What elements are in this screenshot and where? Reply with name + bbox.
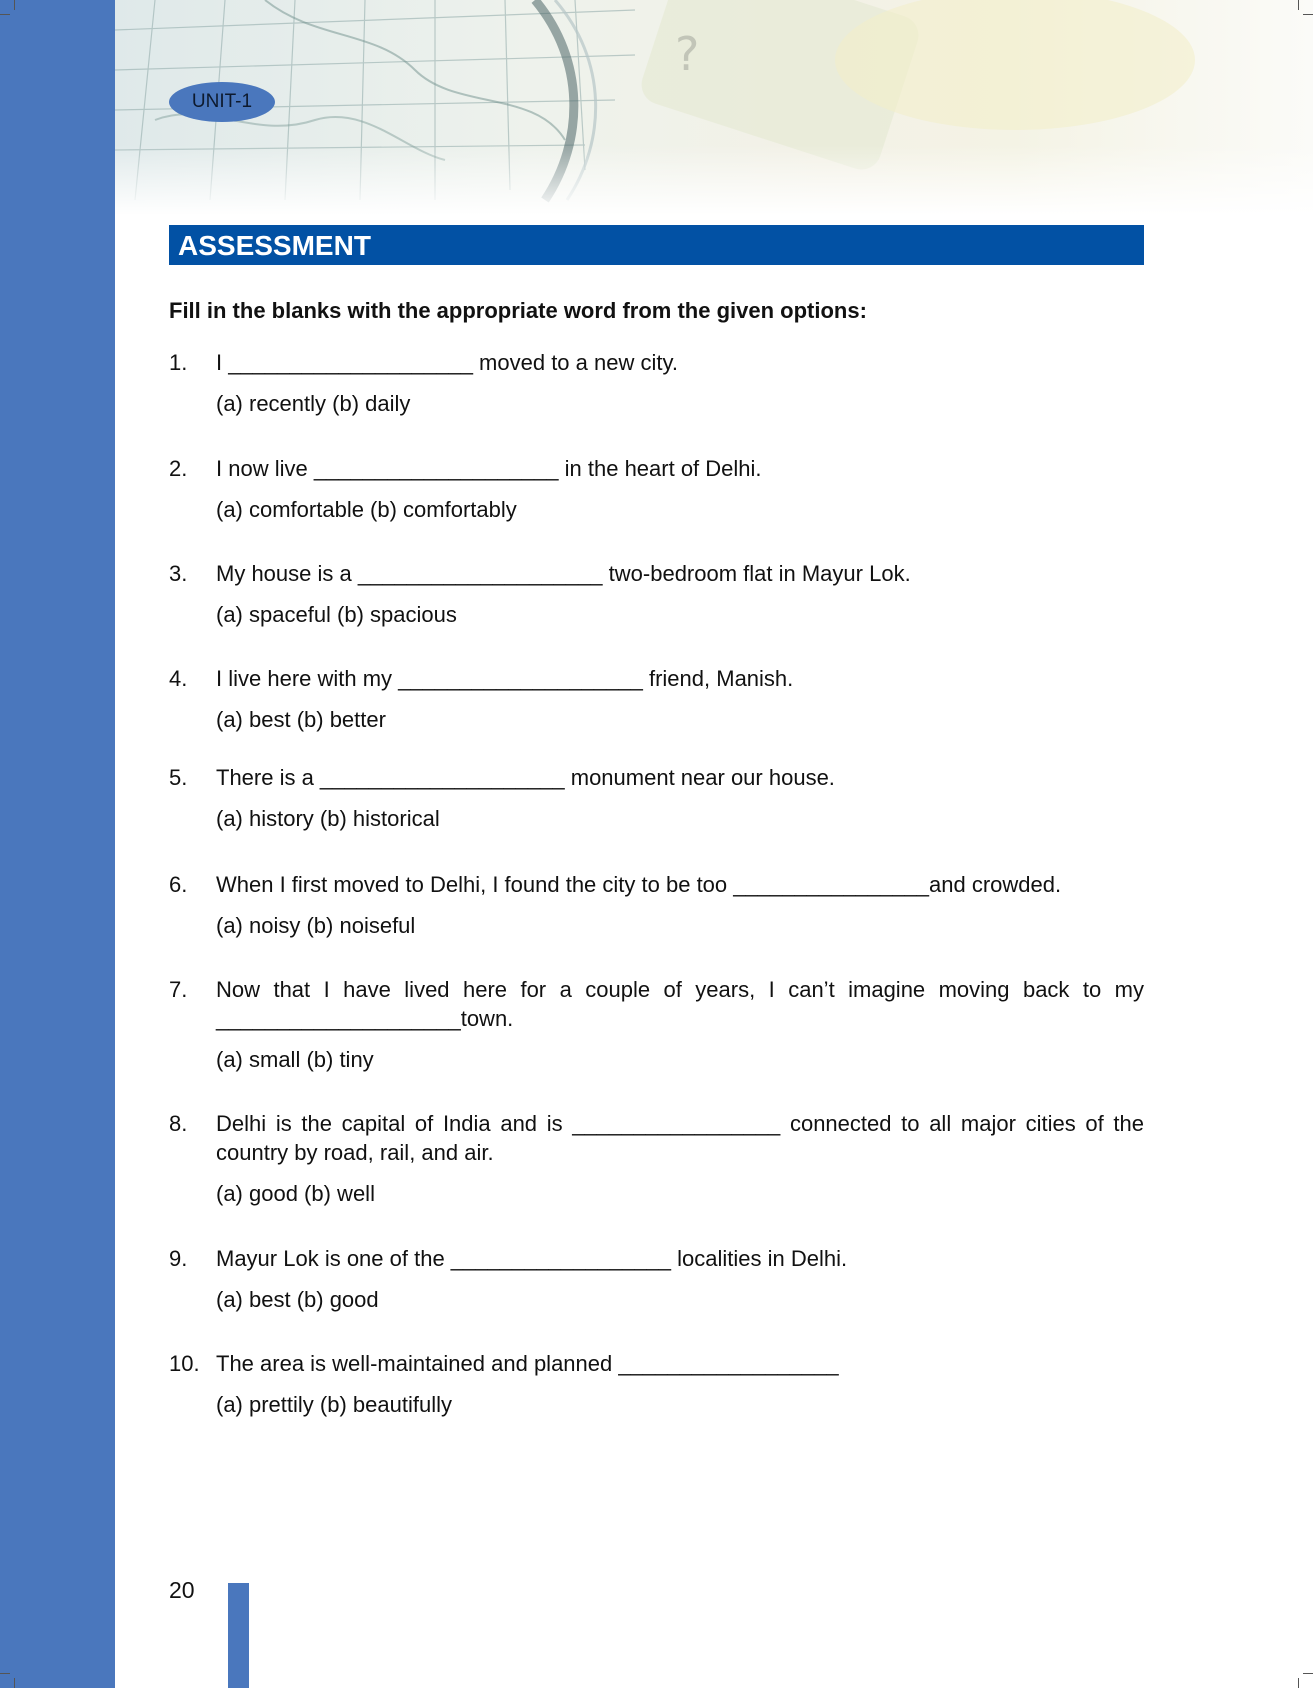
crop-mark — [1303, 14, 1313, 15]
question-3 — [169, 559, 1144, 629]
question-text: There is a ____________________ monument near our house. — [216, 765, 835, 790]
question-text: I ____________________ moved to a new city. — [216, 350, 678, 375]
question-options: (a) comfortable (b) comfortably — [216, 497, 517, 522]
question-7 — [169, 975, 1144, 1074]
crop-mark — [1298, 0, 1299, 10]
question-options: (a) small (b) tiny — [216, 1047, 374, 1072]
crop-mark — [0, 1673, 10, 1674]
question-2 — [169, 454, 1144, 524]
globe-map-illustration — [115, 0, 1313, 215]
question-10 — [169, 1349, 1144, 1419]
page-number: 20 — [169, 1577, 195, 1603]
question-text: Delhi is the capital of India and is _________________ connected to all major cities of the country by road, rail, and air. — [216, 1111, 1144, 1165]
question-number: 9. — [169, 1246, 188, 1271]
question-options: (a) good (b) well — [216, 1181, 375, 1206]
question-number: 6. — [169, 872, 188, 897]
instruction-text: Fill in the blanks with the appropriate word from the given options: — [169, 298, 867, 323]
question-5 — [169, 763, 1144, 833]
question-number: 2. — [169, 456, 188, 481]
question-number: 7. — [169, 977, 188, 1002]
crop-mark — [1298, 1678, 1299, 1688]
question-4 — [169, 664, 1144, 734]
question-options: (a) best (b) better — [216, 707, 386, 732]
question-number: 5. — [169, 765, 188, 790]
left-sidebar-band — [0, 0, 115, 1688]
question-number: 1. — [169, 350, 188, 375]
question-options: (a) noisy (b) noiseful — [216, 913, 416, 938]
question-text: Mayur Lok is one of the __________________ localities in Delhi. — [216, 1246, 848, 1271]
question-number: 3. — [169, 561, 188, 586]
question-options: (a) prettily (b) beautifully — [216, 1392, 452, 1417]
crop-mark — [14, 0, 15, 10]
question-text: The area is well-maintained and planned __________________ — [216, 1351, 839, 1376]
question-options: (a) history (b) historical — [216, 806, 440, 831]
question-number: 4. — [169, 666, 188, 691]
question-text: When I first moved to Delhi, I found the city to be too ________________and crowded. — [216, 872, 1062, 897]
question-number: 8. — [169, 1111, 188, 1136]
section-title: ASSESSMENT — [169, 225, 1144, 265]
page-number-marker — [228, 1583, 249, 1688]
question-text: I now live ____________________ in the heart of Delhi. — [216, 456, 762, 481]
question-text: Now that I have lived here for a couple of years, I can’t imagine moving back to my ____________________town. — [216, 977, 1144, 1031]
question-options: (a) recently (b) daily — [216, 391, 411, 416]
question-options: (a) spaceful (b) spacious — [216, 602, 457, 627]
question-options: (a) best (b) good — [216, 1287, 379, 1312]
header-banner — [115, 0, 1313, 215]
question-6 — [169, 870, 1144, 940]
unit-badge: UNIT-1 — [169, 82, 275, 122]
question-9 — [169, 1244, 1144, 1314]
crop-mark — [0, 14, 10, 15]
question-8 — [169, 1109, 1144, 1208]
crop-mark — [14, 1678, 15, 1688]
question-number: 10. — [169, 1351, 200, 1376]
crop-mark — [1303, 1673, 1313, 1674]
question-text: I live here with my ____________________ friend, Manish. — [216, 666, 794, 691]
question-text: My house is a ____________________ two-bedroom flat in Mayur Lok. — [216, 561, 911, 586]
svg-text:?: ? — [675, 27, 700, 81]
question-1 — [169, 348, 1144, 418]
